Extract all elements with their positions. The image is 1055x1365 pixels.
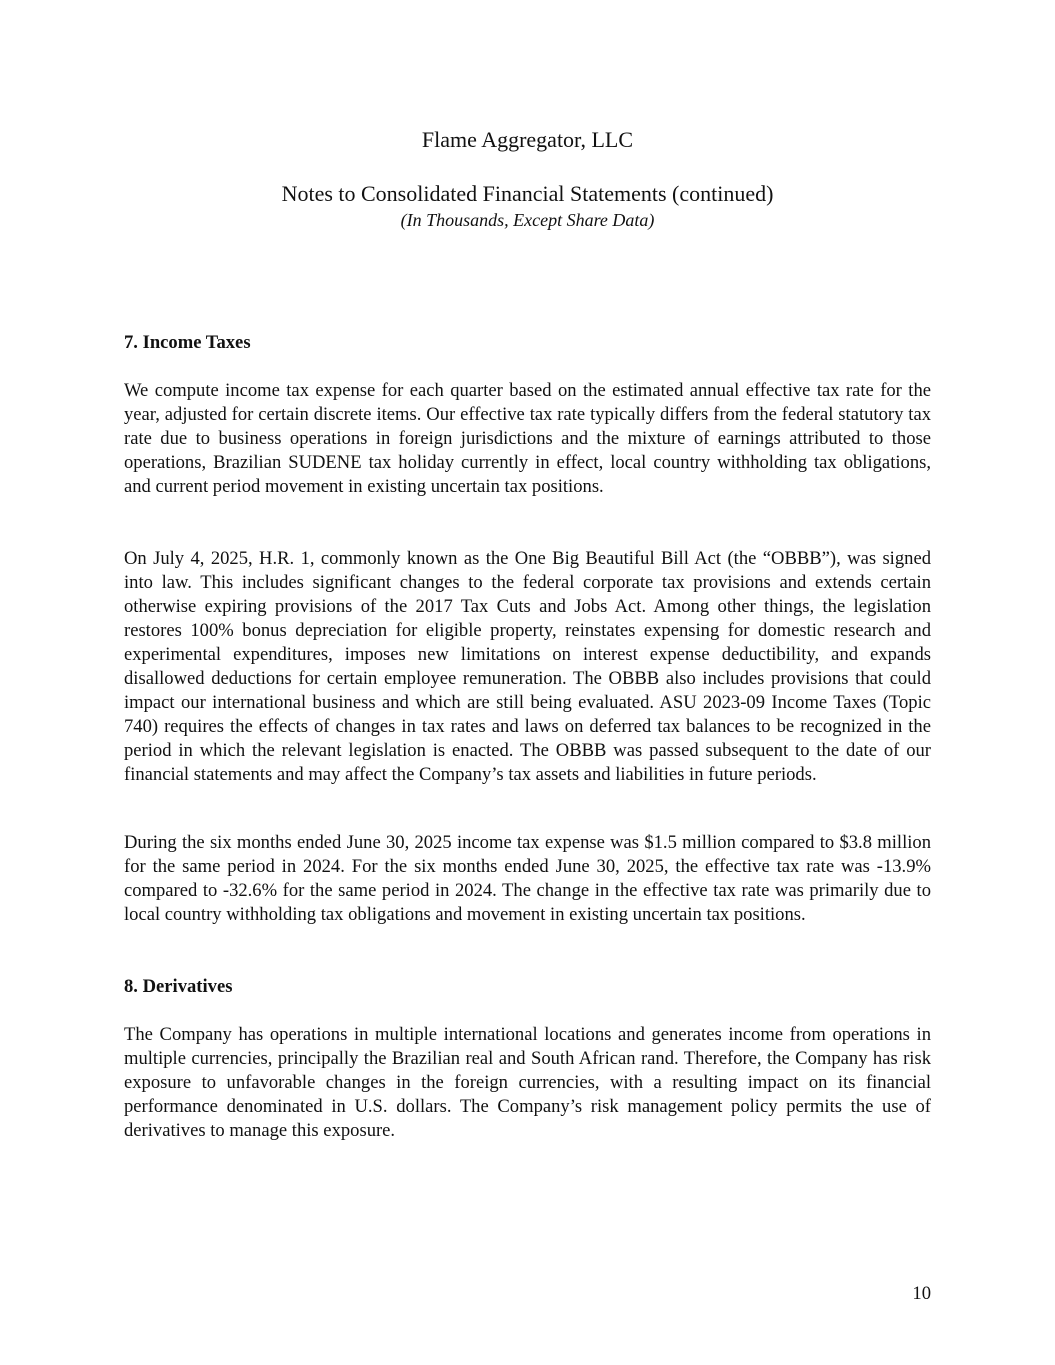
section-heading-derivatives: 8. Derivatives	[124, 976, 233, 997]
income-taxes-paragraph-3: During the six months ended June 30, 2025 income tax expense was $1.5 million compared to $3.8 million for the same period in 2024. For the six months ended June 30, 2025, the effective tax rate was -13.9% compared to -32.6% for the same period in 2024. The change in the effective tax rate was primarily due to local country withholding tax obligations and movement in existing uncertain tax positions.	[124, 832, 931, 925]
document-title: Notes to Consolidated Financial Statements (continued)	[281, 181, 774, 206]
document-subtitle: (In Thousands, Except Share Data)	[400, 210, 655, 230]
section-heading-income-taxes: 7. Income Taxes	[124, 332, 251, 353]
income-taxes-paragraph-1: We compute income tax expense for each quarter based on the estimated annual effective tax rate for the year, adjusted for certain discrete items. Our effective tax rate typically differs from the federal statutory tax rate due to business operations in foreign jurisdictions and the mixture of earnings attributed to those operations, Brazilian SUDENE tax holiday currently in effect, local country withholding tax obligations, and current period movement in existing uncertain tax positions.	[124, 380, 931, 497]
income-taxes-paragraph-2: On July 4, 2025, H.R. 1, commonly known as the One Big Beautiful Bill Act (the “OBBB”), was signed into law. This includes significant changes to the federal corporate tax provisions and extends certain otherwise expiring provisions of the 2017 Tax Cuts and Jobs Act. Among other things, the legislation restores 100% bonus depreciation for eligible property, reinstates expensing for domestic research and experimental expenditures, imposes new limitations on interest expense deductibility, and expands disallowed deductions for certain employee remuneration. The OBBB also includes provisions that could impact our international business and which are still being evaluated. ASU 2023-09 Income Taxes (Topic 740) requires the effects of changes in tax rates and laws on deferred tax balances to be recognized in the period in which the relevant legislation is enacted. The OBBB was passed subsequent to the date of our financial statements and may affect the Company’s tax assets and liabilities in future periods.	[124, 548, 931, 785]
derivatives-paragraph-1: The Company has operations in multiple international locations and generates income from operations in multiple currencies, principally the Brazilian real and South African rand. Therefore, the Company has risk exposure to unfavorable changes in the foreign currencies, with a resulting impact on its financial performance denominated in U.S. dollars. The Company’s risk management policy permits the use of derivatives to manage this exposure.	[124, 1024, 931, 1141]
company-name: Flame Aggregator, LLC	[421, 127, 634, 152]
page-number: 10	[912, 1283, 931, 1304]
